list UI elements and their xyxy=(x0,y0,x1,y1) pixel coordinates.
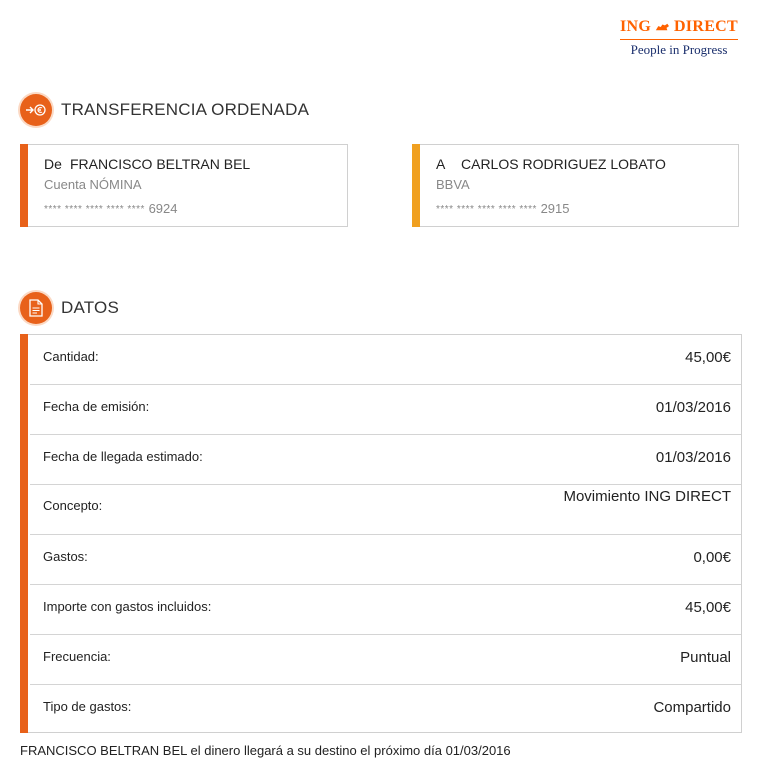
table-row xyxy=(30,385,741,435)
table-row xyxy=(30,435,741,485)
data-section-header xyxy=(20,292,119,324)
row-label: Cantidad: xyxy=(43,349,99,364)
row-label: Importe con gastos incluidos: xyxy=(43,599,212,614)
from-account-type: Cuenta NÓMINA xyxy=(44,177,142,192)
row-value: Puntual xyxy=(680,649,731,666)
to-account-card xyxy=(412,144,739,227)
document-icon xyxy=(20,292,52,324)
transfer-euro-icon xyxy=(20,94,52,126)
to-account-digits: 2915 xyxy=(540,201,570,216)
table-row xyxy=(30,635,741,685)
from-prefix: De xyxy=(44,156,62,172)
to-prefix: A xyxy=(436,156,446,172)
row-value: 01/03/2016 xyxy=(655,449,731,466)
row-value: 45,00€ xyxy=(685,349,731,366)
details-accent-bar xyxy=(20,334,28,733)
row-value: 0,00€ xyxy=(693,549,731,566)
transfer-section-header xyxy=(20,94,309,126)
row-value: 45,00€ xyxy=(685,599,731,616)
to-name: CARLOS RODRIGUEZ LOBATO xyxy=(461,156,666,172)
table-row xyxy=(30,685,741,733)
row-value: 01/03/2016 xyxy=(655,399,731,416)
lion-icon xyxy=(655,21,670,33)
from-account-mask: **** **** **** **** **** xyxy=(44,204,145,215)
row-label: Fecha de llegada estimado: xyxy=(43,449,203,464)
table-row xyxy=(30,485,741,535)
row-value: Movimiento ING DIRECT xyxy=(563,488,731,505)
table-row xyxy=(30,585,741,635)
from-name: FRANCISCO BELTRAN BEL xyxy=(70,156,251,172)
row-label: Fecha de emisión: xyxy=(43,399,150,414)
from-account-card xyxy=(20,144,348,227)
from-card-accent-bar xyxy=(20,144,28,227)
logo-tagline: People in Progress xyxy=(630,42,728,57)
arrival-notice: FRANCISCO BELTRAN BEL el dinero llegará a su destino el próximo día 01/03/2016 xyxy=(20,743,511,758)
row-value: Compartido xyxy=(653,699,731,716)
logo-divider xyxy=(620,39,738,40)
to-account-mask: **** **** **** **** **** xyxy=(436,204,537,215)
row-label: Tipo de gastos: xyxy=(43,699,132,714)
row-label: Concepto: xyxy=(43,498,103,513)
data-section-title: DATOS xyxy=(61,298,119,317)
ing-direct-logo xyxy=(620,18,738,58)
from-account-digits: 6924 xyxy=(148,201,178,216)
table-row xyxy=(30,535,741,585)
to-bank: BBVA xyxy=(436,177,470,192)
row-label: Frecuencia: xyxy=(43,649,111,664)
table-row xyxy=(30,335,741,385)
logo-text-ing: ING xyxy=(620,18,652,35)
to-card-accent-bar xyxy=(412,144,420,227)
transfer-section-title: TRANSFERENCIA ORDENADA xyxy=(61,100,310,119)
logo-text-direct: DIRECT xyxy=(673,18,738,35)
details-table xyxy=(20,334,742,733)
row-label: Gastos: xyxy=(43,549,88,564)
